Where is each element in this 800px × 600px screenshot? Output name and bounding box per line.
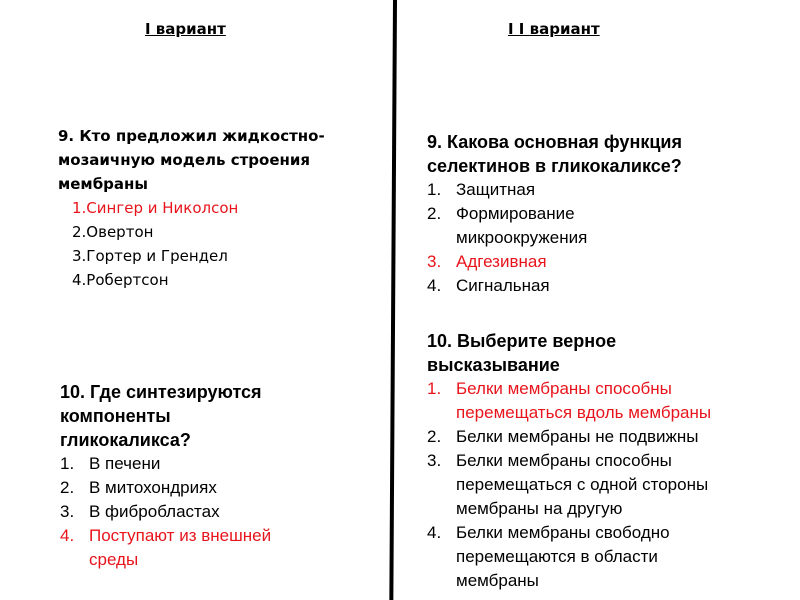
answer-list bbox=[58, 196, 378, 292]
answer-option: 4. Белки мембраны свободно перемещаются в области мембраны bbox=[427, 523, 670, 590]
answer-option: 2. Формирование микроокружения bbox=[427, 204, 588, 247]
answer-option-correct: 4. Поступают из внешней среды bbox=[60, 526, 272, 569]
question-text: 9. Кто предложил жидкостно- мозаичную модель строения мембраны bbox=[58, 127, 325, 193]
answer-option: 1. Защитная bbox=[427, 180, 536, 199]
variant-2-header: I I вариант bbox=[508, 20, 600, 38]
variant-1-question-10 bbox=[60, 380, 380, 572]
answer-option-correct: 3. Адгезивная bbox=[427, 252, 547, 271]
variant-2-question-10 bbox=[427, 329, 792, 593]
answer-option-correct: 1.Сингер и Николсон bbox=[72, 199, 239, 217]
question-text: 10. Выберите верное высказывание bbox=[427, 331, 617, 375]
variant-1-header: I вариант bbox=[145, 20, 226, 38]
answer-option: 1. В печени bbox=[60, 454, 161, 473]
answer-option: 2. Белки мембраны не подвижны bbox=[427, 427, 699, 446]
answer-option: 3. Белки мембраны способны перемещаться с одной стороны мембраны на другую bbox=[427, 451, 709, 518]
column-divider bbox=[389, 0, 397, 600]
answer-option: 2.Овертон bbox=[72, 223, 154, 241]
answer-option: 2. В митохондриях bbox=[60, 478, 217, 497]
question-text: 10. Где синтезируются компоненты гликокаликса? bbox=[60, 382, 262, 450]
variant-1-question-9 bbox=[58, 124, 378, 292]
answer-option: 3. В фибробластах bbox=[60, 502, 220, 521]
answer-option: 4.Робертсон bbox=[72, 271, 169, 289]
question-text: 9. Какова основная функция селектинов в гликокаликсе? bbox=[427, 132, 682, 176]
answer-option-correct: 1. Белки мембраны способны перемещаться вдоль мембраны bbox=[427, 379, 712, 422]
answer-list bbox=[427, 377, 792, 593]
answer-option: 4. Сигнальная bbox=[427, 276, 550, 295]
answer-option: 3.Гортер и Грендел bbox=[72, 247, 228, 265]
variant-2-question-9 bbox=[427, 130, 787, 298]
answer-list bbox=[60, 452, 380, 572]
answer-list bbox=[427, 178, 787, 298]
